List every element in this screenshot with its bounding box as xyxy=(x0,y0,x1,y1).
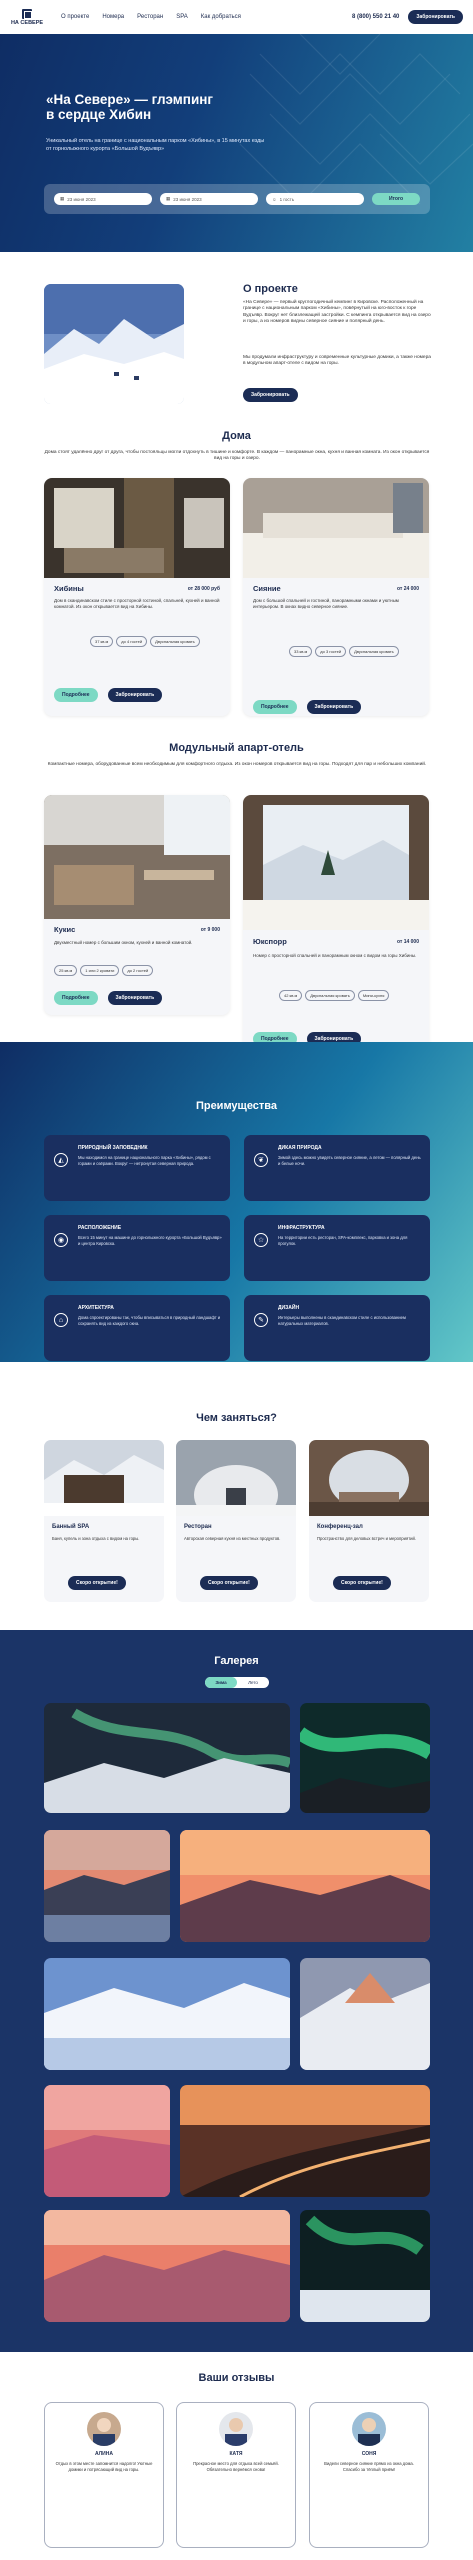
house-name: Сияние xyxy=(253,584,281,593)
activity-card-conference xyxy=(309,1440,429,1602)
apart-card-yukspor xyxy=(243,795,429,1055)
gallery-image[interactable] xyxy=(44,2085,170,2197)
activity-image xyxy=(309,1440,429,1516)
house-actions xyxy=(54,688,162,702)
hero xyxy=(0,34,473,252)
about-title: О проекте xyxy=(243,283,298,295)
guests-chip: до 3 гостей xyxy=(315,646,346,657)
logo[interactable] xyxy=(10,9,44,26)
logo-icon xyxy=(22,9,32,19)
house-price: от 28 000 руб xyxy=(187,586,220,592)
apart-card-kukis xyxy=(44,795,230,1015)
activity-image xyxy=(44,1440,164,1516)
guests-value: 1 гость xyxy=(279,196,295,202)
gallery-image[interactable] xyxy=(180,2085,430,2197)
guests-chip: до 2 гостей xyxy=(122,965,153,976)
gallery-image[interactable] xyxy=(44,2210,290,2322)
bed-chip: Двуспальная кровать xyxy=(349,646,399,657)
checkin-value: 23 июня 2023 xyxy=(67,196,96,202)
apart-features xyxy=(279,990,419,1001)
apart-name: Кукис xyxy=(54,925,76,934)
coming-soon-button[interactable]: Скоро открытие! xyxy=(333,1576,391,1590)
advantage-text: Дома спроектированы так, чтобы вписываться в природный ландшафт и сохранять вид из каждого окна. xyxy=(78,1315,221,1326)
activity-text: Авторская северная кухня из местных продуктов. xyxy=(184,1536,281,1541)
advantage-heading: ДИЗАЙН xyxy=(278,1305,300,1311)
apart-price: от 9 000 xyxy=(200,927,220,933)
bed-chip: 1 или 2 кровати xyxy=(80,965,119,976)
houses-intro: Дома стоят удалённо друг от друга, чтобы постояльцы могли отдохнуть в тишине и комфорте. В каждом — панорамные окна, кухня и ванная комната. Из окон открывается вид на горы и озеро. xyxy=(44,450,430,462)
apart-name: Юкспорр xyxy=(253,937,287,946)
house-features xyxy=(289,646,419,657)
advantage-heading: АРХИТЕКТУРА xyxy=(78,1305,114,1311)
advantage-heading: РАСПОЛОЖЕНИЕ xyxy=(78,1225,122,1231)
nav-item-spa[interactable]: SPA xyxy=(176,14,188,20)
activity-name: Банный SPA xyxy=(52,1524,90,1530)
details-button[interactable]: Подробнее xyxy=(54,688,98,702)
details-button[interactable]: Подробнее xyxy=(54,991,98,1005)
reviews-title: Ваши отзывы xyxy=(198,2372,275,2384)
advantage-heading: ИНФРАСТРУКТУРА xyxy=(278,1225,325,1231)
about-paragraph-1: «На Севере» — первый круглогодичный кемпинг в Кировске. Расположенный на границе с национальным парком «Хибины», повёрнутый на юго-восток к горе Вудъявр. Вокруг нет близлежащей застройки. С кемпинга открывается вид на озеро и горы, а из номеров видны северное сияние и полярный день. xyxy=(243,300,431,325)
activity-name: Ресторан xyxy=(184,1524,212,1530)
activity-name: Конференц-зал xyxy=(317,1524,363,1530)
reviewer-name: АЛИНА xyxy=(95,2451,113,2457)
apart-description: Номер с просторной спальней и панорамным окном с видом на горы Хибины. xyxy=(253,953,417,958)
review-text: Прекрасное место для отдыха всей семьёй. Обязательно вернёмся снова! xyxy=(193,2461,279,2472)
site-header xyxy=(0,0,473,34)
checkout-field[interactable] xyxy=(160,193,258,205)
advantage-text: Зимой здесь можно увидеть северное сияние, а летом — полярный день и белые ночи. xyxy=(278,1155,421,1166)
avatar xyxy=(87,2412,121,2446)
house-image xyxy=(44,478,230,578)
about-book-button[interactable]: Забронировать xyxy=(243,388,298,402)
booking-form xyxy=(44,184,430,214)
area-chip: 25 кв.м xyxy=(54,965,77,976)
house-description: Дом с большой спальней и гостиной, панорамными окнами и уютным интерьером. В окнах видно северное сияние. xyxy=(253,598,399,609)
gallery-image[interactable] xyxy=(300,2210,430,2322)
calendar-icon: ▦ xyxy=(166,196,171,201)
guests-chip: до 4 гостей xyxy=(116,636,147,647)
review-text: Отдых в этом месте запомнится надолго! Уютные домики и потрясающий вид на горы. xyxy=(55,2461,153,2472)
tab-winter[interactable]: Зима xyxy=(205,1677,237,1688)
house-actions xyxy=(253,700,361,714)
mountain-icon: ◭ xyxy=(54,1153,68,1167)
pin-icon: ◉ xyxy=(54,1233,68,1247)
activity-text: Пространство для деловых встреч и мероприятий. xyxy=(317,1536,416,1541)
user-icon: ☺ xyxy=(272,196,277,202)
reviewer-name: СОНЯ xyxy=(361,2451,377,2457)
house-card-khibiny xyxy=(44,478,230,716)
checkout-value: 23 июня 2023 xyxy=(173,196,202,202)
details-button[interactable]: Подробнее xyxy=(253,700,297,714)
book-button[interactable]: Забронировать xyxy=(307,1032,362,1046)
apart-image xyxy=(44,795,230,919)
house-icon: ⌂ xyxy=(54,1313,68,1327)
gallery-image[interactable] xyxy=(44,1958,290,2070)
avatar xyxy=(352,2412,386,2446)
house-card-siyanie xyxy=(243,478,429,716)
brush-icon: ✎ xyxy=(254,1313,268,1327)
details-button[interactable]: Подробнее xyxy=(253,1032,297,1046)
hero-title xyxy=(46,92,306,122)
gallery-image[interactable] xyxy=(180,1830,430,1942)
house-features xyxy=(90,636,220,647)
phone-link[interactable]: 8 (800) 550 21 40 xyxy=(352,14,400,20)
book-button[interactable]: Забронировать xyxy=(408,10,463,24)
activity-card-restaurant xyxy=(176,1440,296,1602)
leaf-icon: ❦ xyxy=(254,1153,268,1167)
activity-text: Баня, купель и зона отдыха с видом на горы. xyxy=(52,1536,140,1541)
nav-item-about[interactable]: О проекте xyxy=(61,14,90,20)
advantage-card xyxy=(44,1295,230,1361)
main-nav xyxy=(61,14,241,20)
house-price: от 24 000 xyxy=(396,586,419,592)
activity-image xyxy=(176,1440,296,1516)
tab-summer[interactable]: Лето xyxy=(248,1680,258,1685)
activity-card-spa xyxy=(44,1440,164,1602)
bed-chip: Двуспальная кровать xyxy=(305,990,355,1001)
season-toggle xyxy=(205,1677,269,1688)
review-text: Видели северное сияние прямо из окна дома. Спасибо за тёплый приём! xyxy=(324,2461,414,2472)
coming-soon-button[interactable]: Скоро открытие! xyxy=(200,1576,258,1590)
nav-item-rooms[interactable]: Номера xyxy=(102,14,125,20)
about-image xyxy=(44,284,184,404)
avatar xyxy=(219,2412,253,2446)
advantage-card xyxy=(244,1135,430,1201)
coming-soon-button[interactable]: Скоро открытие! xyxy=(68,1576,126,1590)
hero-title-line2: в сердце Хибин xyxy=(46,107,152,122)
gallery-image[interactable] xyxy=(44,1830,170,1942)
gallery-image[interactable] xyxy=(300,1703,430,1813)
review-card xyxy=(44,2402,164,2548)
nav-item-restaurant[interactable]: Ресторан xyxy=(137,14,164,20)
advantage-text: На территории есть ресторан, SPA-комплекс, парковка и зона для прогулок. xyxy=(278,1235,408,1246)
house-image xyxy=(243,478,429,578)
advantage-text: Мы находимся на границе национального парка «Хибины», рядом с горами и озёрами. Вокруг — нетронутая северная природа. xyxy=(78,1155,211,1166)
advantage-text: Интерьеры выполнены в скандинавском стиле с использованием натуральных материалов. xyxy=(278,1315,406,1326)
activities-title: Чем заняться? xyxy=(196,1412,277,1424)
apart-image xyxy=(243,795,429,930)
gallery-image[interactable] xyxy=(300,1958,430,2070)
area-chip: 37 кв.м xyxy=(90,636,113,647)
reviewer-name: КАТЯ xyxy=(229,2451,243,2457)
hero-title-line1: «На Севере» — глэмпинг xyxy=(46,92,214,107)
bed-chip: Двуспальная кровать xyxy=(150,636,200,647)
apart-title: Модульный апарт-отель xyxy=(169,742,304,754)
advantage-card xyxy=(44,1135,230,1201)
gallery-title: Галерея xyxy=(214,1655,259,1667)
search-button[interactable]: Итого xyxy=(372,193,420,205)
advantage-card xyxy=(44,1215,230,1281)
house-name: Хибины xyxy=(54,584,84,593)
house-description: Дом в скандинавском стиле с просторной гостиной, спальней, кухней и ванной комнатой. Из окон открывается вид на Хибины. xyxy=(54,598,220,609)
apart-description: Двухместный номер с большим окном, кухней и ванной комнатой. xyxy=(54,940,193,945)
nav-item-directions[interactable]: Как добраться xyxy=(200,14,241,20)
houses-title: Дома xyxy=(222,430,251,442)
apart-intro: Компактные номера, оборудованные всем необходимым для комфортного отдыха. Из окон номеров открывается вид на горы. Подходят для пар и небольших компаний. xyxy=(47,762,427,767)
area-chip: 42 кв.м xyxy=(279,990,302,1001)
logo-text: НА СЕВЕРЕ xyxy=(10,19,44,26)
kitchen-chip: Мини-кухня xyxy=(358,990,390,1001)
about-paragraph-2: Мы продумали инфраструктуру и современные культурные домики, а также номера в модульном апарт-отеле с видом на горы. xyxy=(243,355,431,367)
advantage-heading: ПРИРОДНЫЙ ЗАПОВЕДНИК xyxy=(78,1145,148,1151)
area-chip: 33 кв.м xyxy=(289,646,312,657)
apart-features xyxy=(54,965,220,976)
advantages-title: Преимущества xyxy=(195,1100,278,1112)
guests-field[interactable] xyxy=(266,193,364,205)
book-button[interactable]: Забронировать xyxy=(108,688,163,702)
apart-actions xyxy=(54,991,162,1005)
advantage-heading: ДИКАЯ ПРИРОДА xyxy=(278,1145,322,1151)
gallery-image[interactable] xyxy=(44,1703,290,1813)
book-button[interactable]: Забронировать xyxy=(307,700,362,714)
advantage-card xyxy=(244,1215,430,1281)
review-card xyxy=(309,2402,429,2548)
advantage-card xyxy=(244,1295,430,1361)
advantage-text: Всего 15 минут на машине до горнолыжного курорта «Большой Вудъявр» и центра Кировска. xyxy=(78,1235,222,1246)
calendar-icon: ▦ xyxy=(60,196,65,201)
hero-subtitle: Уникальный отель на границе с национальным парком «Хибины», в 15 минутах езды от горнолыжного курорта «Большой Вудъявр» xyxy=(46,138,265,152)
checkin-field[interactable] xyxy=(54,193,152,205)
apart-price: от 14 000 xyxy=(396,939,419,945)
review-card xyxy=(176,2402,296,2548)
star-icon: ☆ xyxy=(254,1233,268,1247)
book-button[interactable]: Забронировать xyxy=(108,991,163,1005)
